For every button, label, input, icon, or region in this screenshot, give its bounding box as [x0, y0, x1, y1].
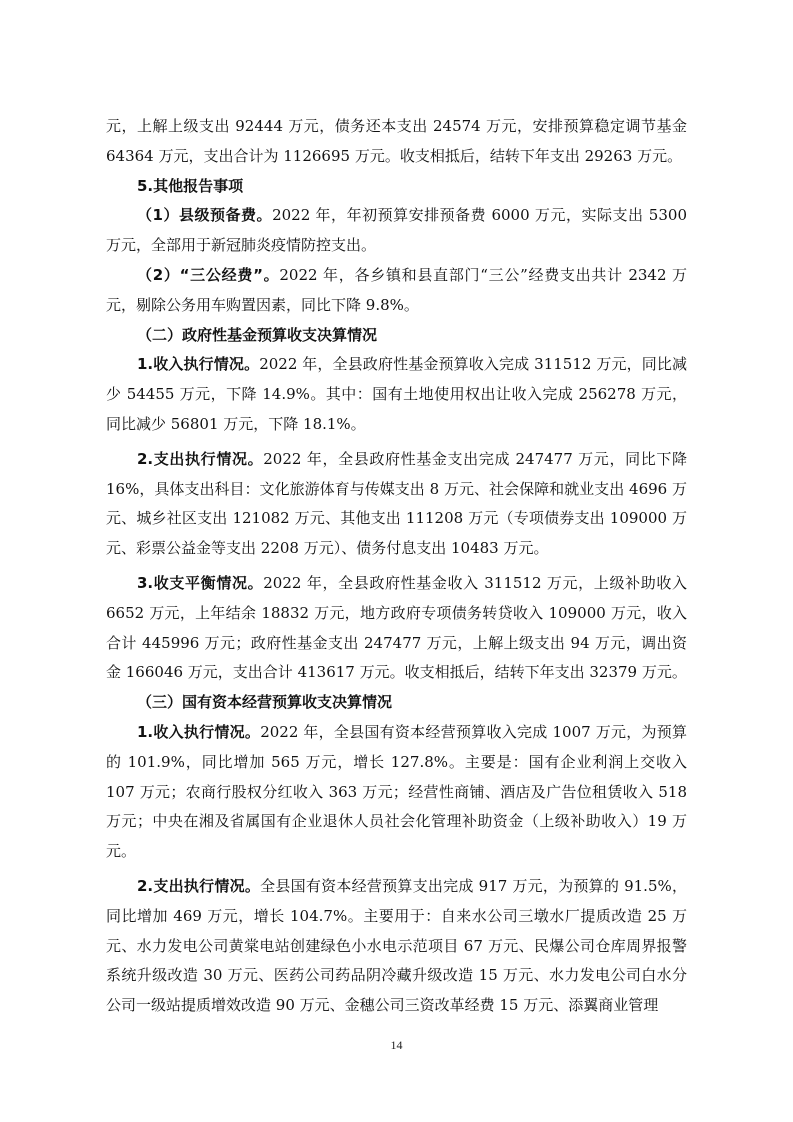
- body-three-public-expenses: 2022 年，各乡镇和县直部门“三公”经费支出共计 2342 万元，剔除公务用车购置因素，同比下降 9.8%。: [106, 265, 687, 314]
- body-reserve-fund: 2022 年，年初预算安排预备费 6000 万元，实际支出 5300 万元，全部用于新冠肺炎疫情防控支出。: [106, 206, 687, 255]
- body-gf-expenditure: 2022 年，全县政府性基金支出完成 247477 万元，同比下降 16%，具体支出科目：文化旅游体育与传媒支出 8 万元、社会保障和就业支出 4696 万元、城乡社区支出 121082 万元、其他支出 111208 万元（专项债券支出 109000 万元、彩票公益金等支出 2208 万元）、债务付息支出 10483 万元。: [106, 449, 687, 558]
- paragraph-reserve-fund: [106, 201, 687, 261]
- body-gf-balance: 2022 年，全县政府性基金收入 311512 万元，上级补助收入 6652 万元，上年结余 18832 万元，地方政府专项债务转贷收入 109000 万元，收入合计 445996 万元；政府性基金支出 247477 万元，上解上级支出 94 万元，调出资金 166046 万元，支出合计 413617 万元。收支相抵后，结转下年支出 32379 万元。: [106, 573, 687, 682]
- lead-soe-income: 1.收入执行情况。: [137, 722, 261, 741]
- paragraph-three-public-expenses: [106, 261, 687, 321]
- document-body: [106, 112, 687, 1021]
- paragraph-soe-income: [106, 718, 687, 867]
- paragraph-gf-income: [106, 350, 687, 439]
- lead-gf-income: 1.收入执行情况。: [137, 355, 260, 374]
- lead-gf-expenditure: 2.支出执行情况。: [137, 449, 264, 468]
- heading-other-matters: 5.其他报告事项: [137, 176, 244, 195]
- lead-soe-expenditure: 2.支出执行情况。: [137, 876, 261, 895]
- heading-government-fund: （二）政府性基金预算收支决算情况: [137, 325, 378, 344]
- body-soe-expenditure: 全县国有资本经营预算支出完成 917 万元，为预算的 91.5%，同比增加 469 万元，增长 104.7%。主要用于：自来水公司三墩水厂提质改造 25 万元、水力发电公司黄棠电站创建绿色小水电示范项目 67 万元、民爆公司仓库周界报警系统升级改造 30 万元、医药公司药品阴冷藏升级改造 15 万元、水力发电公司白水分公司一级站提质增效改造 90 万元、金穗公司三资改革经费 15 万元、添翼商业管理: [106, 876, 687, 1015]
- body-soe-income: 2022 年，全县国有资本经营预算收入完成 1007 万元，为预算的 101.9%，同比增加 565 万元，增长 127.8%。主要是：国有企业利润上交收入 107 万元；农商行股权分红收入 363 万元；经营性商铺、酒店及广告位租赁收入 518 万元；中央在湘及省属国有企业退休人员社会化管理补助资金（上级补助收入）19 万元。: [106, 722, 687, 861]
- paragraph-gf-expenditure: [106, 445, 687, 564]
- lead-gf-balance: 3.收支平衡情况。: [137, 573, 264, 592]
- paragraph-gf-balance: [106, 569, 687, 688]
- page-number: 14: [390, 1038, 403, 1052]
- lead-three-public-expenses: （2）“三公经费”。: [137, 265, 280, 284]
- paragraph-soe-expenditure: [106, 872, 687, 1021]
- lead-reserve-fund: （1）县级预备费。: [137, 206, 273, 225]
- heading-state-capital: （三）国有资本经营预算收支决算情况: [137, 693, 393, 712]
- body-gf-income: 2022 年，全县政府性基金预算收入完成 311512 万元，同比减少 54455 万元，下降 14.9%。其中：国有土地使用权出让收入完成 256278 万元，同比减少 56801 万元，下降 18.1%。: [106, 355, 687, 433]
- paragraph-continuation: 元，上解上级支出 92444 万元，债务还本支出 24574 万元，安排预算稳定调节基金 64364 万元，支出合计为 1126695 万元。收支相抵后，结转下年支出 29263 万元。: [106, 117, 687, 165]
